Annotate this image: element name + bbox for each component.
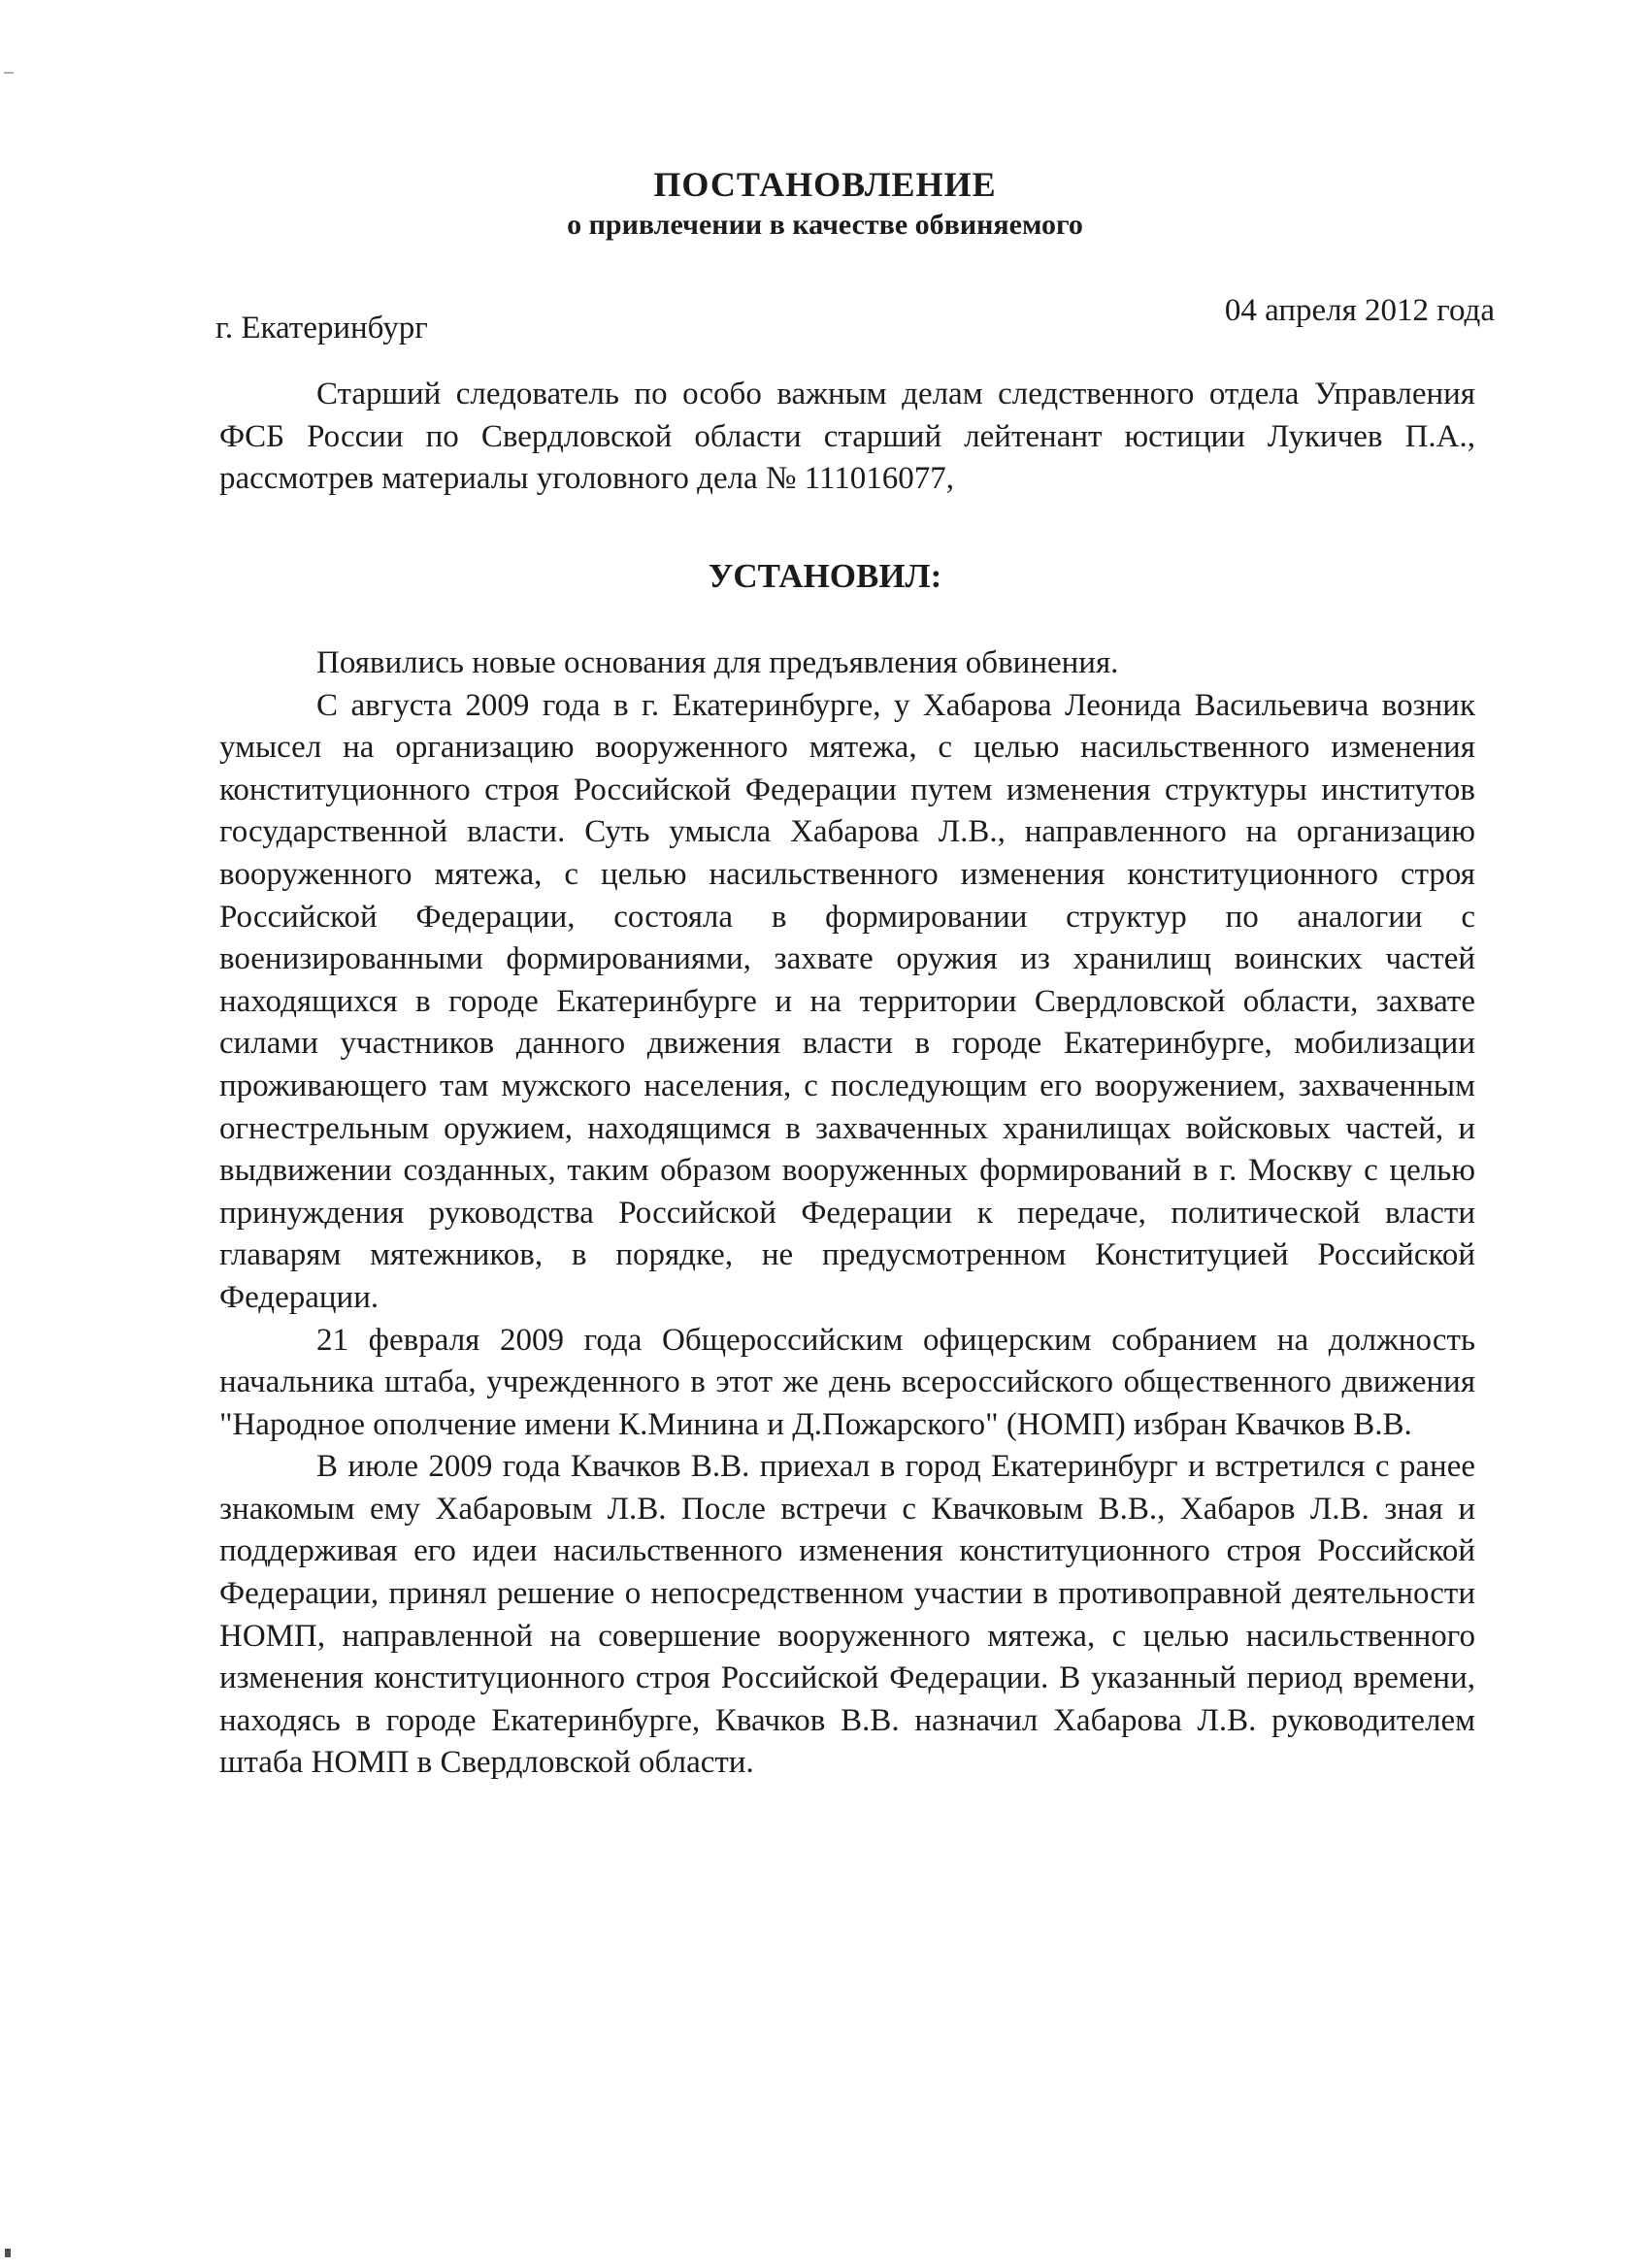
- body-paragraph-4: В июле 2009 года Квачков В.В. приехал в город Екатеринбург и встретился с ранее знакомым ему Хабаровым Л.В. После встречи с Квачковым В.В., Хабаров Л.В. зная и поддерживая его идеи насильственного изменения конституционного строя Российской Федерации, принял решение о непосредственном участии в противоправной деятельности НОМП, направленной на совершение вооруженного мятежа, с целью насильственного изменения конституционного строя Российской Федерации. В указанный период времени, находясь в городе Екатеринбурге, Квачков В.В. назначил Хабарова Л.В. руководителем штаба НОМП в Свердловской области.: [219, 1449, 1475, 1781]
- document-date: 04 апреля 2012 года: [1224, 293, 1495, 328]
- document-city: г. Екатеринбург: [215, 311, 428, 345]
- document-title: ПОСТАНОВЛЕНИЕ: [653, 165, 997, 204]
- scan-artifact: [5, 2249, 11, 2257]
- section-heading: УСТАНОВИЛ:: [708, 557, 942, 595]
- scan-artifact: [4, 72, 14, 74]
- document-subtitle: о привлечении в качестве обвиняемого: [567, 209, 1083, 241]
- body-paragraph-1: Появились новые основания для предъявления обвинения.: [316, 645, 1119, 680]
- intro-block: [219, 374, 1475, 501]
- intro-paragraph: Старший следователь по особо важным делам следственного отдела Управления ФСБ России по Свердловской области старший лейтенант юстиции Лукичев П.А., рассмотрев материалы уголовного дела № 111016077,: [219, 377, 1475, 497]
- body-text: [219, 642, 1475, 1785]
- body-paragraph-2: С августа 2009 года в г. Екатеринбурге, у Хабарова Леонида Васильевича возник умысел на организацию вооруженного мятежа, с целью насильственного изменения конституционного строя Российской Федерации путем изменения структуры институтов государственной власти. Суть умысла Хабарова Л.В., направленного на организацию вооруженного мятежа, с целью насильственного изменения конституционного строя Российской Федерации, состояла в формировании структур по аналогии с военизированными формированиями, захвате оружия из хранилищ воинских частей находящихся в городе Екатеринбурге и на территории Свердловской области, захвате силами участников данного движения власти в городе Екатеринбурге, мобилизации проживающего там мужского населения, с последующим его вооружением, захваченным огнестрельным оружием, находящимся в захваченных хранилищах войсковых частей, и выдвижении созданных, таким образом вооруженных формирований в г. Москву с целью принуждения руководства Российской Федерации к передаче, политической власти главарям мятежников, в порядке, не предусмотренном Конституцией Российской Федерации.: [219, 687, 1475, 1315]
- body-paragraph-3: 21 февраля 2009 года Общероссийским офицерским собранием на должность начальника штаба, учрежденного в этот же день всероссийского общественного движения "Народное ополчение имени К.Минина и Д.Пожарского" (НОМП) избран Квачков В.В.: [219, 1322, 1475, 1442]
